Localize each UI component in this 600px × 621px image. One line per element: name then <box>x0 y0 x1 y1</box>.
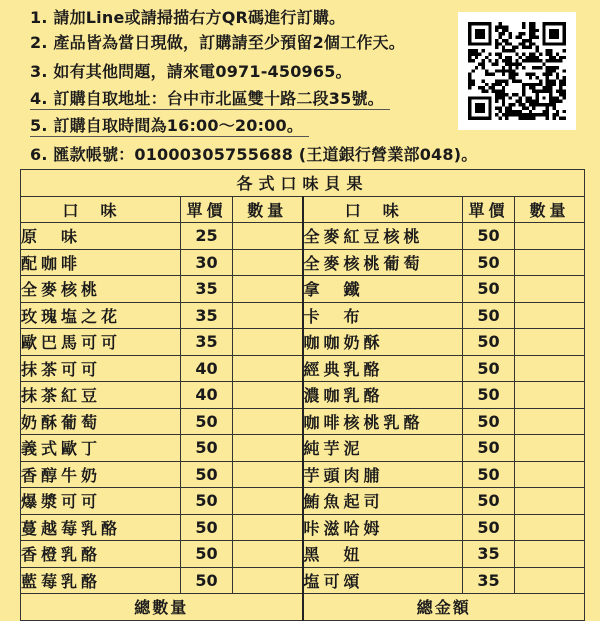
quantity-input[interactable] <box>515 223 585 250</box>
flavor-name: 咔滋哈姆 <box>303 514 463 541</box>
quantity-input[interactable] <box>515 355 585 382</box>
flavor-price: 50 <box>181 408 233 435</box>
quantity-input[interactable] <box>515 461 585 488</box>
note-line-4-address: 4. 訂購自取地址：台中市北區雙十路二段35號。 <box>30 89 390 110</box>
table-footer-row <box>21 594 585 621</box>
flavor-name: 爆漿可可 <box>21 488 181 515</box>
flavor-price: 50 <box>181 435 233 462</box>
quantity-input[interactable] <box>233 329 303 356</box>
flavor-price: 50 <box>181 567 233 594</box>
flavor-name: 蔓越莓乳酪 <box>21 514 181 541</box>
flavor-price: 50 <box>463 249 515 276</box>
header-price-left: 單價 <box>181 196 233 223</box>
flavor-price: 40 <box>181 382 233 409</box>
quantity-input[interactable] <box>515 488 585 515</box>
flavor-name: 全麥核桃葡萄 <box>303 249 463 276</box>
quantity-input[interactable] <box>515 408 585 435</box>
header-price-right: 單價 <box>463 196 515 223</box>
flavor-price: 50 <box>463 461 515 488</box>
quantity-input[interactable] <box>233 435 303 462</box>
flavor-name: 全麥紅豆核桃 <box>303 223 463 250</box>
flavor-price-table <box>20 169 585 621</box>
table-row <box>21 567 585 594</box>
quantity-input[interactable] <box>515 382 585 409</box>
table-row <box>21 382 585 409</box>
header-flavor-right: 口味 <box>303 196 463 223</box>
quantity-input[interactable] <box>233 382 303 409</box>
note-line-1: 1. 請加Line或請掃描右方QR碼進行訂購。 <box>30 8 346 27</box>
note-line-3: 3. 如有其他問題，請來電0971-450965。 <box>30 62 352 81</box>
quantity-input[interactable] <box>233 541 303 568</box>
quantity-input[interactable] <box>515 249 585 276</box>
header-flavor-left: 口味 <box>21 196 181 223</box>
flavor-price: 35 <box>463 541 515 568</box>
quantity-input[interactable] <box>233 355 303 382</box>
table-row <box>21 541 585 568</box>
flavor-price: 35 <box>463 567 515 594</box>
flavor-price: 40 <box>181 355 233 382</box>
total-qty-label: 總數量 <box>21 594 303 621</box>
quantity-input[interactable] <box>233 276 303 303</box>
total-amount-label: 總金額 <box>303 594 585 621</box>
quantity-input[interactable] <box>233 408 303 435</box>
quantity-input[interactable] <box>233 567 303 594</box>
flavor-name: 配咖啡 <box>21 249 181 276</box>
flavor-price: 50 <box>463 488 515 515</box>
flavor-name: 純芋泥 <box>303 435 463 462</box>
note-line-6-bank-account: 6. 匯款帳號：01000305755688 (王道銀行營業部048)。 <box>30 145 478 164</box>
flavor-name: 義式歐丁 <box>21 435 181 462</box>
flavor-name: 抹茶紅豆 <box>21 382 181 409</box>
table-row <box>21 223 585 250</box>
quantity-input[interactable] <box>233 223 303 250</box>
table-row <box>21 514 585 541</box>
quantity-input[interactable] <box>233 249 303 276</box>
table-row <box>21 276 585 303</box>
flavor-name: 黑 妞 <box>303 541 463 568</box>
flavor-price: 50 <box>463 408 515 435</box>
flavor-price: 30 <box>181 249 233 276</box>
flavor-price: 35 <box>181 302 233 329</box>
flavor-price: 50 <box>181 541 233 568</box>
header-qty-left: 數量 <box>233 196 303 223</box>
flavor-name: 原 味 <box>21 223 181 250</box>
quantity-input[interactable] <box>515 541 585 568</box>
flavor-price: 50 <box>463 355 515 382</box>
flavor-name: 玫瑰塩之花 <box>21 302 181 329</box>
flavor-name: 濃咖乳酪 <box>303 382 463 409</box>
flavor-name: 抹茶可可 <box>21 355 181 382</box>
flavor-name: 塩可頌 <box>303 567 463 594</box>
flavor-price: 50 <box>463 382 515 409</box>
flavor-price: 25 <box>181 223 233 250</box>
table-row <box>21 329 585 356</box>
flavor-name: 芋頭肉脯 <box>303 461 463 488</box>
note-line-2: 2. 產品皆為當日現做，訂購請至少預留2個工作天。 <box>30 33 405 52</box>
quantity-input[interactable] <box>515 435 585 462</box>
table-row <box>21 408 585 435</box>
quantity-input[interactable] <box>233 302 303 329</box>
table-row <box>21 355 585 382</box>
note-line-5-pickup-time: 5. 訂購自取時間為16:00～20:00。 <box>30 116 309 137</box>
quantity-input[interactable] <box>233 514 303 541</box>
quantity-input[interactable] <box>515 302 585 329</box>
flavor-name: 歐巴馬可可 <box>21 329 181 356</box>
flavor-name: 香醇牛奶 <box>21 461 181 488</box>
table-row <box>21 435 585 462</box>
section-title: 各式口味貝果 <box>21 170 585 197</box>
quantity-input[interactable] <box>233 488 303 515</box>
flavor-name: 卡 布 <box>303 302 463 329</box>
flavor-name: 香橙乳酪 <box>21 541 181 568</box>
flavor-price: 50 <box>181 488 233 515</box>
flavor-price: 50 <box>181 514 233 541</box>
table-row <box>21 249 585 276</box>
flavor-name: 經典乳酪 <box>303 355 463 382</box>
flavor-price: 50 <box>463 514 515 541</box>
quantity-input[interactable] <box>515 514 585 541</box>
flavor-price: 50 <box>463 435 515 462</box>
flavor-price: 50 <box>181 461 233 488</box>
flavor-price: 50 <box>463 302 515 329</box>
quantity-input[interactable] <box>233 461 303 488</box>
flavor-name: 鮪魚起司 <box>303 488 463 515</box>
flavor-name: 藍莓乳酪 <box>21 567 181 594</box>
quantity-input[interactable] <box>515 329 585 356</box>
table-row <box>21 461 585 488</box>
header-qty-right: 數量 <box>515 196 585 223</box>
quantity-input[interactable] <box>515 567 585 594</box>
flavor-price: 35 <box>181 276 233 303</box>
table-row <box>21 488 585 515</box>
flavor-name: 拿 鐵 <box>303 276 463 303</box>
flavor-name: 全麥核桃 <box>21 276 181 303</box>
flavor-price: 50 <box>463 223 515 250</box>
flavor-name: 奶酥葡萄 <box>21 408 181 435</box>
flavor-name: 咖啡核桃乳酪 <box>303 408 463 435</box>
flavor-price: 50 <box>463 329 515 356</box>
quantity-input[interactable] <box>515 276 585 303</box>
qr-code-icon[interactable] <box>458 12 576 130</box>
flavor-price: 50 <box>463 276 515 303</box>
flavor-name: 咖咖奶酥 <box>303 329 463 356</box>
table-header-row <box>21 196 585 223</box>
flavor-price: 35 <box>181 329 233 356</box>
table-row <box>21 302 585 329</box>
